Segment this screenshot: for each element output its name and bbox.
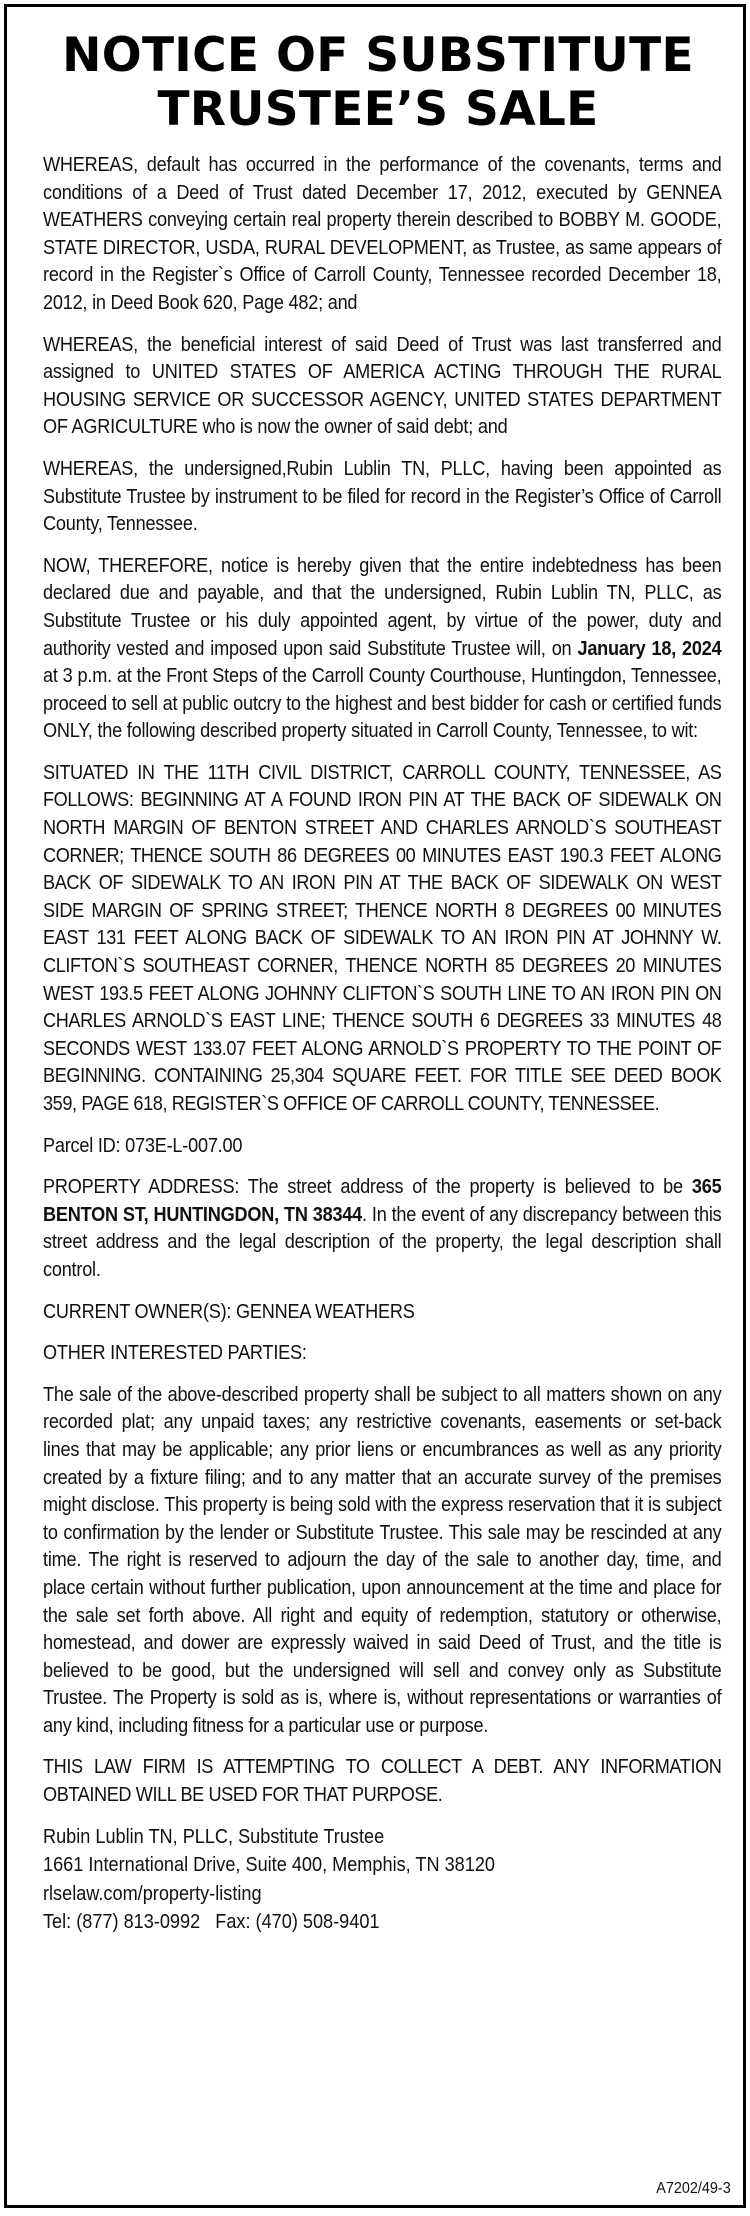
whereas-undersigned-paragraph: WHEREAS, the undersigned,Rubin Lublin TN, PLLC, having been appointed as Substitute Trustee by instrument to be filed for record in the Register’s Office of Carroll County, Tennessee.	[43, 456, 722, 536]
property-address-text-2: . In the event of any discrepancy between this street address and the legal description of the property, the legal description shall control.	[43, 1202, 722, 1281]
trustee-website: rlselaw.com/property-listing	[43, 1881, 262, 1905]
now-therefore-text-2: at 3 p.m. at the Front Steps of the Carroll County Courthouse, Huntingdon, Tennessee, proceed to sell at public outcry to the highest and best bidder for cash or certified funds ONLY, the following described property situated in Carroll County, Tennessee, to wit:	[43, 664, 722, 743]
trustee-contact-block	[43, 1823, 721, 1937]
current-owner: CURRENT OWNER(S): GENNEA WEATHERS	[43, 1299, 415, 1323]
property-address: 365 BENTON ST, HUNTINGDON, TN 38344	[43, 1175, 722, 1226]
now-therefore-paragraph	[43, 552, 721, 745]
legal-description-paragraph: SITUATED IN THE 11TH CIVIL DISTRICT, CARROLL COUNTY, TENNESSEE, AS FOLLOWS: BEGINNING AT A FOUND IRON PIN AT THE BACK OF SIDEWALK ON NORTH MARGIN OF BENTON STREET AND CHARLES ARNOLD`S SOUTHEAST CORNER; THENCE SOUTH 86 DEGREES 00 MINUTES EAST 190.3 FEET ALONG BACK OF SIDEWALK TO AN IRON PIN AT THE BACK OF SIDEWALK ON WEST SIDE MARGIN OF SPRING STREET; THENCE NORTH 8 DEGREES 00 MINUTES EAST 131 FEET ALONG BACK OF SIDEWALK TO AN IRON PIN AT JOHNNY W. CLIFTON`S SOUTHEAST CORNER, THENCE NORTH 85 DEGREES 20 MINUTES WEST 193.5 FEET ALONG JOHNNY CLIFTON`S SOUTH LINE TO AN IRON PIN ON CHARLES ARNOLD`S EAST LINE; THENCE SOUTH 6 DEGREES 33 MINUTES 48 SECONDS WEST 133.07 FEET ALONG ARNOLD`S PROPERTY TO THE POINT OF BEGINNING. CONTAINING 25,304 SQUARE FEET. FOR TITLE SEE DEED BOOK 359, PAGE 618, REGISTER`S OFFICE OF CARROLL COUNTY, TENNESSEE.	[43, 760, 722, 1115]
trustee-address: 1661 International Drive, Suite 400, Memphis, TN 38120	[43, 1853, 495, 1877]
legal-notice	[4, 4, 746, 2208]
whereas-beneficial-paragraph: WHEREAS, the beneficial interest of said Deed of Trust was last transferred and assigned to UNITED STATES OF AMERICA ACTING THROUGH THE RURAL HOUSING SERVICE OR SUCCESSOR AGENCY, UNITED STATES DEPARTMENT OF AGRICULTURE who is now the owner of said debt; and	[43, 332, 722, 439]
title-line-1: NOTICE OF SUBSTITUTE	[62, 28, 694, 83]
trustee-firm: Rubin Lublin TN, PLLC, Substitute Trustee	[43, 1824, 385, 1848]
now-therefore-text-1: NOW, THEREFORE, notice is hereby given that the entire indebtedness has been declared due and payable, and that the undersigned, Rubin Lublin TN, PLLC, as Substitute Trustee or his duly appointed agent, by virtue of the power, duty and authority vested and imposed upon said Substitute Trustee will, on	[43, 553, 722, 660]
parcel-id: Parcel ID: 073E-L-007.00	[43, 1133, 243, 1157]
trustee-phone-fax: Tel: (877) 813-0992 Fax: (470) 508-9401	[43, 1910, 380, 1934]
property-address-text-1: PROPERTY ADDRESS: The street address of the property is believed to be	[43, 1175, 692, 1199]
terms-paragraph: The sale of the above-described property shall be subject to all matters shown on any recorded plat; any unpaid taxes; any restrictive covenants, easements or set-back lines that may be applicable; any prior liens or encumbrances as well as any priority created by a fixture filing; and to any matter that an accurate survey of the premises might disclose. This property is being sold with the express reservation that it is subject to confirmation by the lender or Substitute Trustee. This sale may be rescinded at any time. The right is reserved to adjourn the day of the sale to another day, time, and place certain without further publication, upon announcement at the time and place for the sale set forth above. All right and equity of redemption, statutory or otherwise, homestead, and dower are expressly waived in said Deed of Trust, and the title is believed to be good, but the undersigned will sell and convey only as Substitute Trustee. The Property is sold as is, where is, without representations or warranties of any kind, including fitness for a particular use or purpose.	[43, 1382, 722, 1737]
whereas-default-paragraph: WHEREAS, default has occurred in the performance of the covenants, terms and conditions of a Deed of Trust dated December 17, 2012, executed by GENNEA WEATHERS conveying certain real property therein described to BOBBY M. GOODE, STATE DIRECTOR, USDA, RURAL DEVELOPMENT, as Trustee, as same appears of record in the Register`s Office of Carroll County, Tennessee recorded December 18, 2012, in Deed Book 620, Page 482; and	[43, 153, 722, 314]
title-line-2: TRUSTEE’S SALE	[157, 82, 599, 137]
sale-date: January 18, 2024	[577, 636, 722, 660]
debt-collector-disclaimer: THIS LAW FIRM IS ATTEMPTING TO COLLECT A DEBT. ANY INFORMATION OBTAINED WILL BE USED FOR THAT PURPOSE.	[43, 1755, 722, 1807]
notice-title	[43, 29, 713, 137]
other-interested-parties: OTHER INTERESTED PARTIES:	[43, 1341, 307, 1365]
property-address-paragraph	[43, 1173, 721, 1283]
ad-code: A7202/49-3	[656, 2180, 731, 2197]
